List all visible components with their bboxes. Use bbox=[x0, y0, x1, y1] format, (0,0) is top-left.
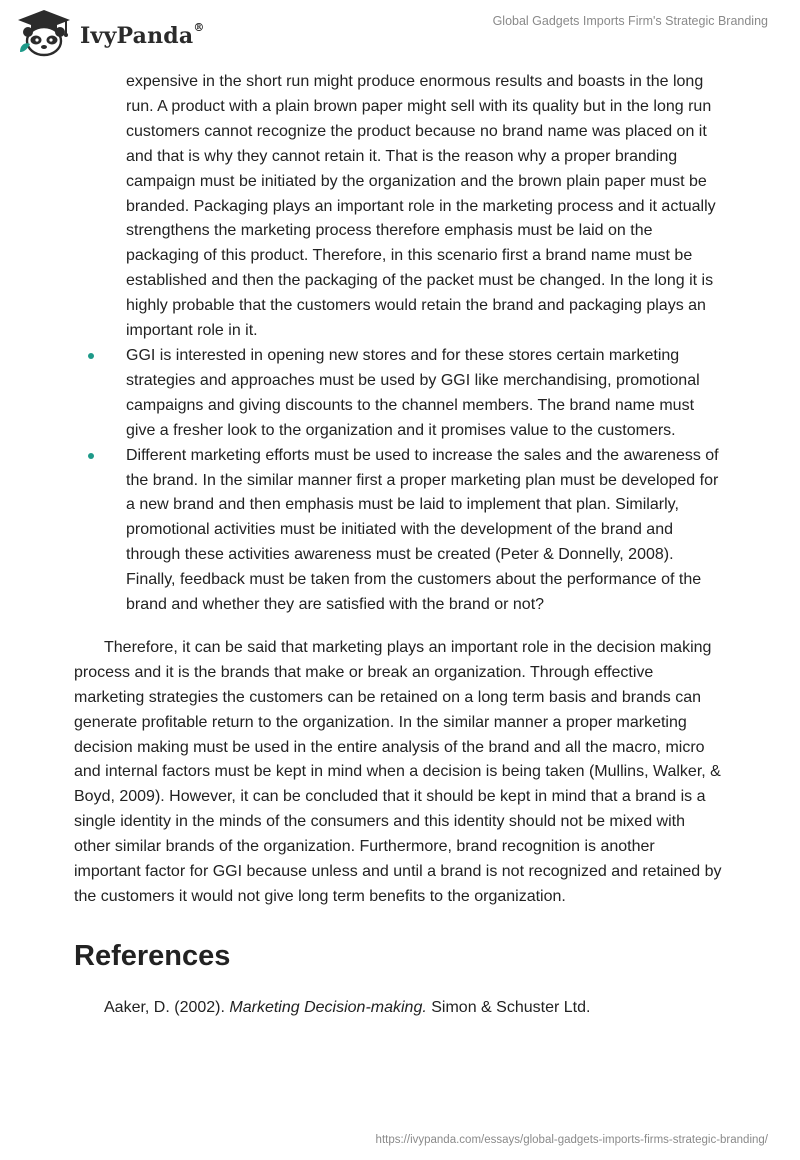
reference-publisher: Simon & Schuster Ltd. bbox=[426, 998, 591, 1016]
list-item-text: expensive in the short run might produce enormous results and boasts in the long run. A product with a plain brown paper might sell with its quality but in the long run customers cannot recognize the product because no brand name was placed on it and that is why they cannot retain it. That is the reason why a proper branding campaign must be initiated by the organization and the brown plain paper must be branded. Packaging plays an important role in the marketing process and it actually strengthens the marketing process therefore emphasis must be laid on the packaging of this product. Therefore, in this scenario first a brand name must be established and then the packaging of the packet must be changed. In the long it is highly probable that the customers would retain the brand and packaging plays an important role in it. bbox=[126, 73, 716, 340]
recommendation-list bbox=[74, 70, 724, 618]
list-item bbox=[74, 444, 724, 618]
reference-author-year: Aaker, D. (2002). bbox=[104, 998, 230, 1016]
brand-name: IvyPanda® bbox=[80, 21, 205, 49]
conclusion-paragraph: Therefore, it can be said that marketing plays an important role in the decision making process and it is the brands that make or break an organization. Through effective marketing strategies the customers can be retained on a long term basis and brands can generate profitable return to the organization. In the similar manner a proper marketing decision making must be used in the entire analysis of the brand and all the macro, micro and internal factors must be kept in mind when a decision is being taken (Mullins, Walker, & Boyd, 2009). However, it can be concluded that it should be kept in mind that a brand is a single identity in the minds of the consumers and this identity should not be mixed with other similar brands of the organization. Furthermore, brand recognition is another important factor for GGI because unless and until a brand is not recognized and retained by the customers it would not give long term benefits to the organization. bbox=[74, 638, 722, 905]
reference-title: Marketing Decision-making. bbox=[229, 998, 427, 1016]
references-heading: References bbox=[74, 939, 231, 972]
list-item-text: Different marketing efforts must be used to increase the sales and the awareness of the brand. In the similar manner first a proper marketing plan must be developed for a new brand and then emphasis must be laid to implement that plan. Similarly, promotional activities must be initiated with the development of the brand and through these activities awareness must be created (Peter & Donnelly, 2008). Finally, feedback must be taken from the customers about the performance of the brand and whether they are satisfied with the brand or not? bbox=[126, 446, 719, 614]
document-title: Global Gadgets Imports Firm's Strategic Branding bbox=[492, 14, 768, 28]
page-header bbox=[0, 0, 800, 70]
bullet-icon bbox=[88, 353, 94, 359]
panda-graduate-icon bbox=[14, 8, 74, 58]
ivypanda-logo[interactable] bbox=[14, 8, 204, 58]
bullet-icon bbox=[88, 453, 94, 459]
reference-entry bbox=[104, 996, 724, 1021]
list-item bbox=[74, 344, 724, 444]
source-url[interactable]: https://ivypanda.com/essays/global-gadgets-imports-firms-strategic-branding/ bbox=[375, 1134, 768, 1146]
list-item bbox=[74, 70, 724, 344]
list-item-text: GGI is interested in opening new stores and for these stores certain marketing strategies and approaches must be used by GGI like merchandising, promotional campaigns and giving discounts to the channel members. The brand name must give a fresher look to the organization and it promises value to the customers. bbox=[126, 346, 700, 439]
essay-content bbox=[74, 70, 724, 1021]
